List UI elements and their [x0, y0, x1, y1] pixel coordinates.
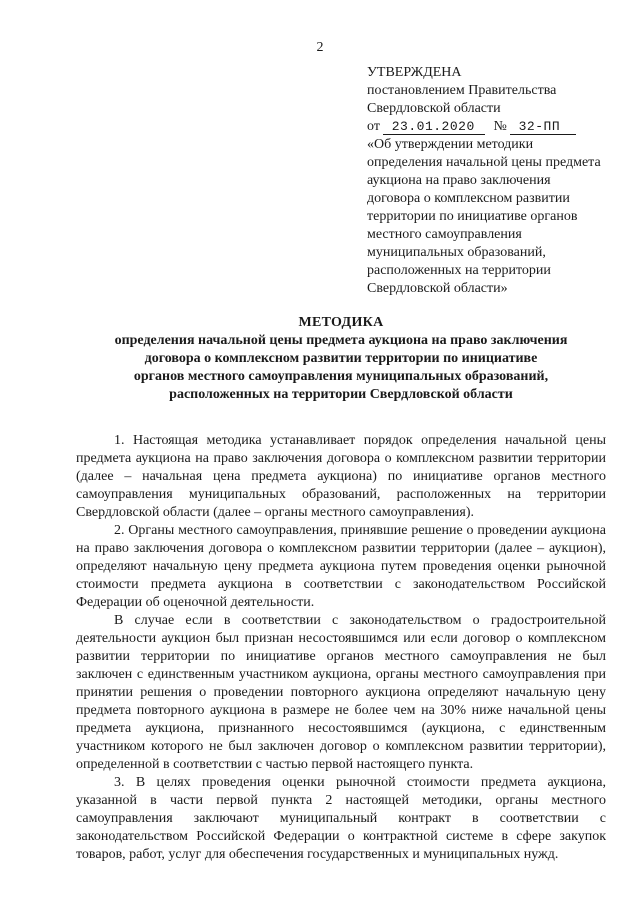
decree-line: территории по инициативе органов: [367, 209, 578, 224]
approval-line-1: постановлением Правительства: [367, 83, 557, 98]
document-subtitle-line: расположенных на территории Свердловской области: [169, 387, 513, 402]
document-title-block: [76, 314, 606, 404]
approval-stamp: [367, 64, 629, 298]
decree-line: аукциона на право заключения: [367, 173, 551, 188]
decree-line: «Об утверждении методики: [367, 137, 534, 152]
date-prefix: от: [367, 119, 380, 134]
decree-line: местного самоуправления: [367, 227, 522, 242]
paragraph-2-part-2: В случае если в соответствии с законодательством о градостроительной деятельности аукцион был признан несостоявшимся или если договор о комплексном развитии территории по инициативе органов местного самоуправления не был заключен с единственным участником аукциона, органы местного самоуправления при принятии решения о проведении повторного аукциона определяют начальную цену предмета повторного аукциона в размере не более чем на 30% ниже начальной цены предмета аукциона, признанного несостоявшимся (аукциона, с единственным участником которого не был заключен договор о комплексном развитии территории), определенной в соответствии с частью первой настоящего пункта.: [76, 613, 606, 772]
paragraph-1: 1. Настоящая методика устанавливает порядок определения начальной цены предмета аукциона на право заключения договора о комплексном развитии территории (далее – начальная цена предмета аукциона) по инициативе органов местного самоуправления муниципальных образований, расположенных на территории Свердловской области (далее – органы местного самоуправления).: [76, 433, 606, 520]
document-body: [76, 432, 606, 864]
approval-date-line: [367, 118, 629, 136]
paragraph-3: 3. В целях проведения оценки рыночной стоимости предмета аукциона, указанной в части первой пункта 2 настоящей методики, органы местного самоуправления заключают муниципальный контракт в соответствии с законодательством Российской Федерации о контрактной системе в сфере закупок товаров, работ, услуг для обеспечения государственных и муниципальных нужд.: [76, 775, 606, 862]
decree-line: Свердловской области»: [367, 281, 508, 296]
decree-date-value: 23.01.2020: [391, 119, 475, 134]
document-subtitle-line: договора о комплексном развитии территории по инициативе: [144, 351, 538, 366]
number-prefix: №: [493, 119, 507, 134]
decree-line: муниципальных образований,: [367, 245, 546, 260]
approval-heading: УТВЕРЖДЕНА: [367, 65, 462, 80]
approval-line-2: Свердловской области: [367, 101, 501, 116]
document-subtitle-line: органов местного самоуправления муниципальных образований,: [133, 369, 549, 384]
decree-line: договора о комплексном развитии: [367, 191, 570, 206]
decree-line: расположенных на территории: [367, 263, 551, 278]
document-title: МЕТОДИКА: [298, 315, 384, 330]
document-subtitle-line: определения начальной цены предмета аукциона на право заключения: [114, 333, 568, 348]
decree-number: [510, 119, 576, 135]
page-number: 2: [316, 40, 324, 55]
decree-line: определения начальной цены предмета: [367, 155, 601, 170]
decree-number-value: 32-ПП: [518, 119, 561, 134]
decree-date: [383, 119, 485, 135]
paragraph-2: 2. Органы местного самоуправления, принявшие решение о проведении аукциона на право заключения договора о комплексном развитии территории (далее – аукцион), определяют начальную цену предмета аукциона путем проведения оценки рыночной стоимости предмета аукциона в соответствии с законодательством Российской Федерации об оценочной деятельности.: [76, 523, 606, 610]
